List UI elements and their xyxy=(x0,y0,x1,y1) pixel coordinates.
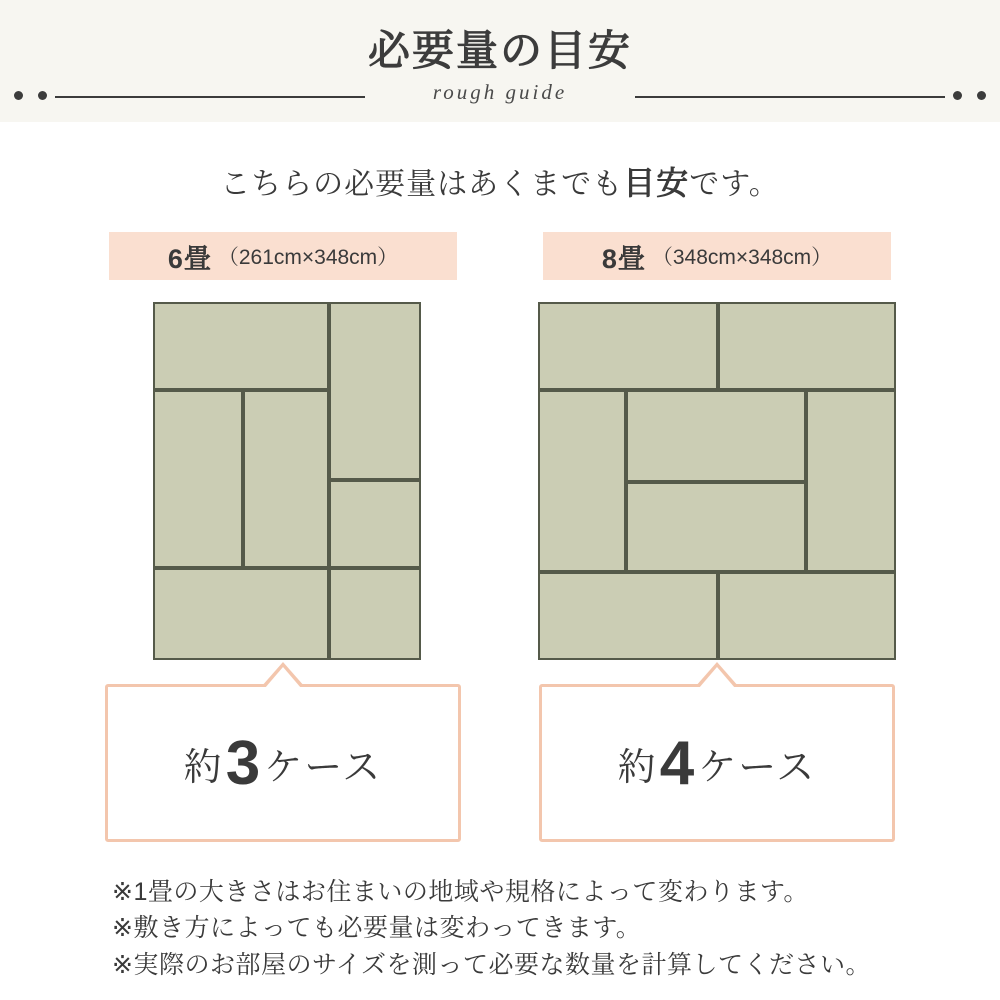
tatami-mat xyxy=(329,480,421,568)
note-item: ※実際のお部屋のサイズを測って必要な数量を計算してください。 xyxy=(112,950,871,979)
result-suffix-8jo: ケース xyxy=(698,746,817,789)
room-dimensions-6jo: （261cm×348cm） xyxy=(217,246,399,269)
tatami-mat xyxy=(153,302,329,390)
note-item: ※敷き方によっても必要量は変わってきます。 xyxy=(112,914,642,943)
tatami-diagram-6jo xyxy=(153,302,421,660)
callout-pointer-inner-6jo xyxy=(265,667,301,688)
result-suffix-6jo: ケース xyxy=(264,746,383,789)
tatami-mat xyxy=(153,568,329,660)
page-subtitle: rough guide xyxy=(432,80,568,104)
lead-text-emphasis: 目安 xyxy=(623,165,690,201)
tatami-mat xyxy=(806,390,896,572)
tatami-mat xyxy=(626,390,806,482)
room-diagram-row xyxy=(0,232,1000,660)
room-column-6jo xyxy=(105,232,461,660)
tatami-mat xyxy=(329,302,421,480)
result-text-8jo xyxy=(618,728,817,799)
room-column-8jo xyxy=(539,232,895,660)
result-count-8jo: 4 xyxy=(659,728,697,798)
result-callout-row xyxy=(0,684,1000,842)
lead-text-before: こちらの必要量はあくまでも xyxy=(220,168,624,201)
tatami-mat xyxy=(538,572,718,660)
note-item: ※1畳の大きさはお住まいの地域や規格によって変わります。 xyxy=(112,878,809,906)
lead-sentence xyxy=(0,158,1000,204)
room-tag-6jo xyxy=(109,232,457,280)
lead-text-after: です。 xyxy=(689,168,780,201)
tatami-diagram-8jo xyxy=(538,302,896,660)
result-prefix-6jo: 約 xyxy=(183,746,224,789)
result-callout-6jo xyxy=(105,684,461,842)
result-count-6jo: 3 xyxy=(225,728,263,798)
page-header xyxy=(0,0,1000,122)
tatami-mat xyxy=(718,302,896,390)
tatami-mat xyxy=(538,390,626,572)
room-size-label-8jo: 8畳 xyxy=(601,243,646,274)
tatami-mat xyxy=(243,390,329,568)
result-text-6jo xyxy=(184,728,383,799)
result-prefix-8jo: 約 xyxy=(617,746,658,789)
tatami-mat xyxy=(626,482,806,572)
tatami-mat xyxy=(718,572,896,660)
room-dimensions-8jo: （348cm×348cm） xyxy=(651,246,833,269)
room-size-label-6jo: 6畳 xyxy=(167,243,212,274)
room-tag-8jo xyxy=(543,232,891,280)
tatami-mat xyxy=(153,390,243,568)
tatami-mat xyxy=(538,302,718,390)
notes-block xyxy=(0,874,1000,983)
result-callout-8jo xyxy=(539,684,895,842)
callout-pointer-inner-8jo xyxy=(699,667,735,688)
tatami-mat xyxy=(329,568,421,660)
page-title: 必要量の目安 xyxy=(367,27,632,74)
